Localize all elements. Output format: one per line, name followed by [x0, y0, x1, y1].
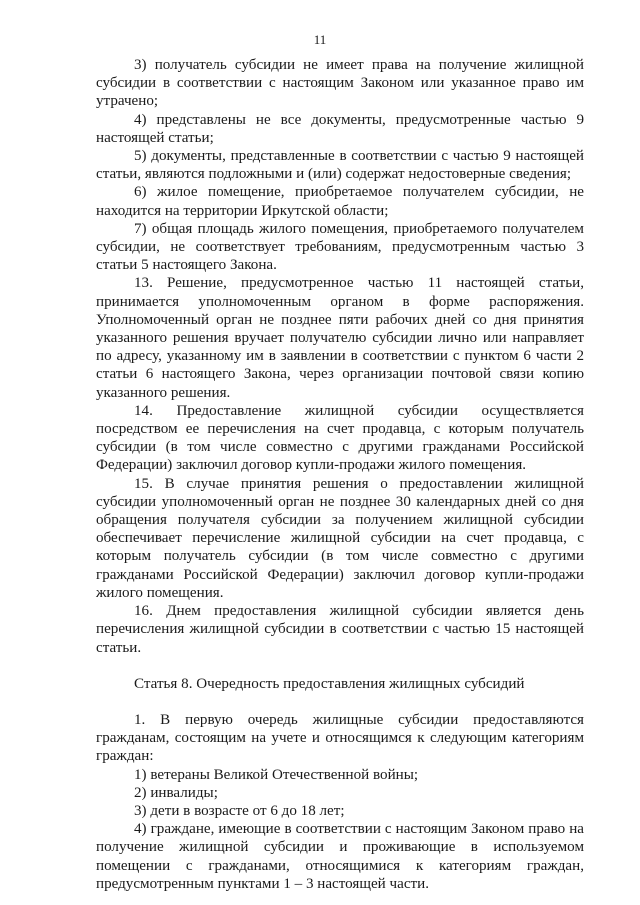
paragraph-item-4: 4) представлены не все документы, предусмотренные частью 9 настоящей статьи; [96, 111, 584, 146]
paragraph-part-14: 14. Предоставление жилищной субсидии осуществляется посредством ее перечисления на счет продавца, с которым получатель субсидии (в том числе совместно с другими гражданами Российской Федерации) заключил договор купли-продажи жилого помещения. [96, 402, 584, 474]
article-list-item-2: 2) инвалиды; [134, 784, 218, 801]
article-list-item-4: 4) граждане, имеющие в соответствии с настоящим Законом право на получение жилищной субсидии и проживающие в используемом помещении с гражданами, относящимися к категориям граждан, предусмотренным пунктами 1 – 3 настоящей части. [96, 821, 584, 892]
paragraph-part-13: 13. Решение, предусмотренное частью 11 настоящей статьи, принимается уполномоченным органом в форме распоряжения. Уполномоченный орган не позднее пяти рабочих дней со дня принятия указанного решения вручает получателю субсидии лично или направляет по адресу, указанному им в заявлении в соответствии с пунктом 6 части 2 статьи 6 настоящего Закона, через организации почтовой связи копию указанного решения. [96, 275, 584, 401]
article-heading: Статья 8. Очередность предоставления жилищных субсидий [134, 675, 525, 692]
paragraph-item-5: 5) документы, представленные в соответствии с частью 9 настоящей статьи, являются подложными и (или) содержат недостоверные сведения; [96, 148, 584, 183]
paragraph-item-3: 3) получатель субсидии не имеет права на получение жилищной субсидии в соответствии с настоящим Законом или указанное право им утрачено; [96, 57, 584, 110]
article-paragraph-1: 1. В первую очередь жилищные субсидии предоставляются гражданам, состоящим на учете и относящимся к следующим категориям граждан: [96, 711, 584, 765]
page-number: 11 [313, 32, 327, 47]
paragraph-part-15: 15. В случае принятия решения о предоставлении жилищной субсидии уполномоченный орган не позднее 30 календарных дней со дня обращения получателя субсидии за получением жилищной субсидии обеспечивает перечисление жилищной субсидии на счет продавца, с которым получатель субсидии (в том числе совместно с другими гражданами Российской Федерации) заключил договор купли-продажи жилого помещения. [96, 475, 584, 601]
document-body [96, 56, 584, 893]
paragraph-item-6: 6) жилое помещение, приобретаемое получателем субсидии, не находится на территории Иркутской области; [96, 184, 584, 219]
paragraph-part-16: 16. Днем предоставления жилищной субсидии является день перечисления жилищной субсидии в соответствии с частью 15 настоящей статьи. [96, 603, 584, 656]
article-list-item-1: 1) ветераны Великой Отечественной войны; [134, 766, 419, 783]
paragraph-item-7: 7) общая площадь жилого помещения, приобретаемого получателем субсидии, не соответствует требованиям, предусмотренным частью 3 статьи 5 настоящего Закона. [96, 220, 584, 274]
article-list-item-3: 3) дети в возрасте от 6 до 18 лет; [134, 802, 345, 819]
